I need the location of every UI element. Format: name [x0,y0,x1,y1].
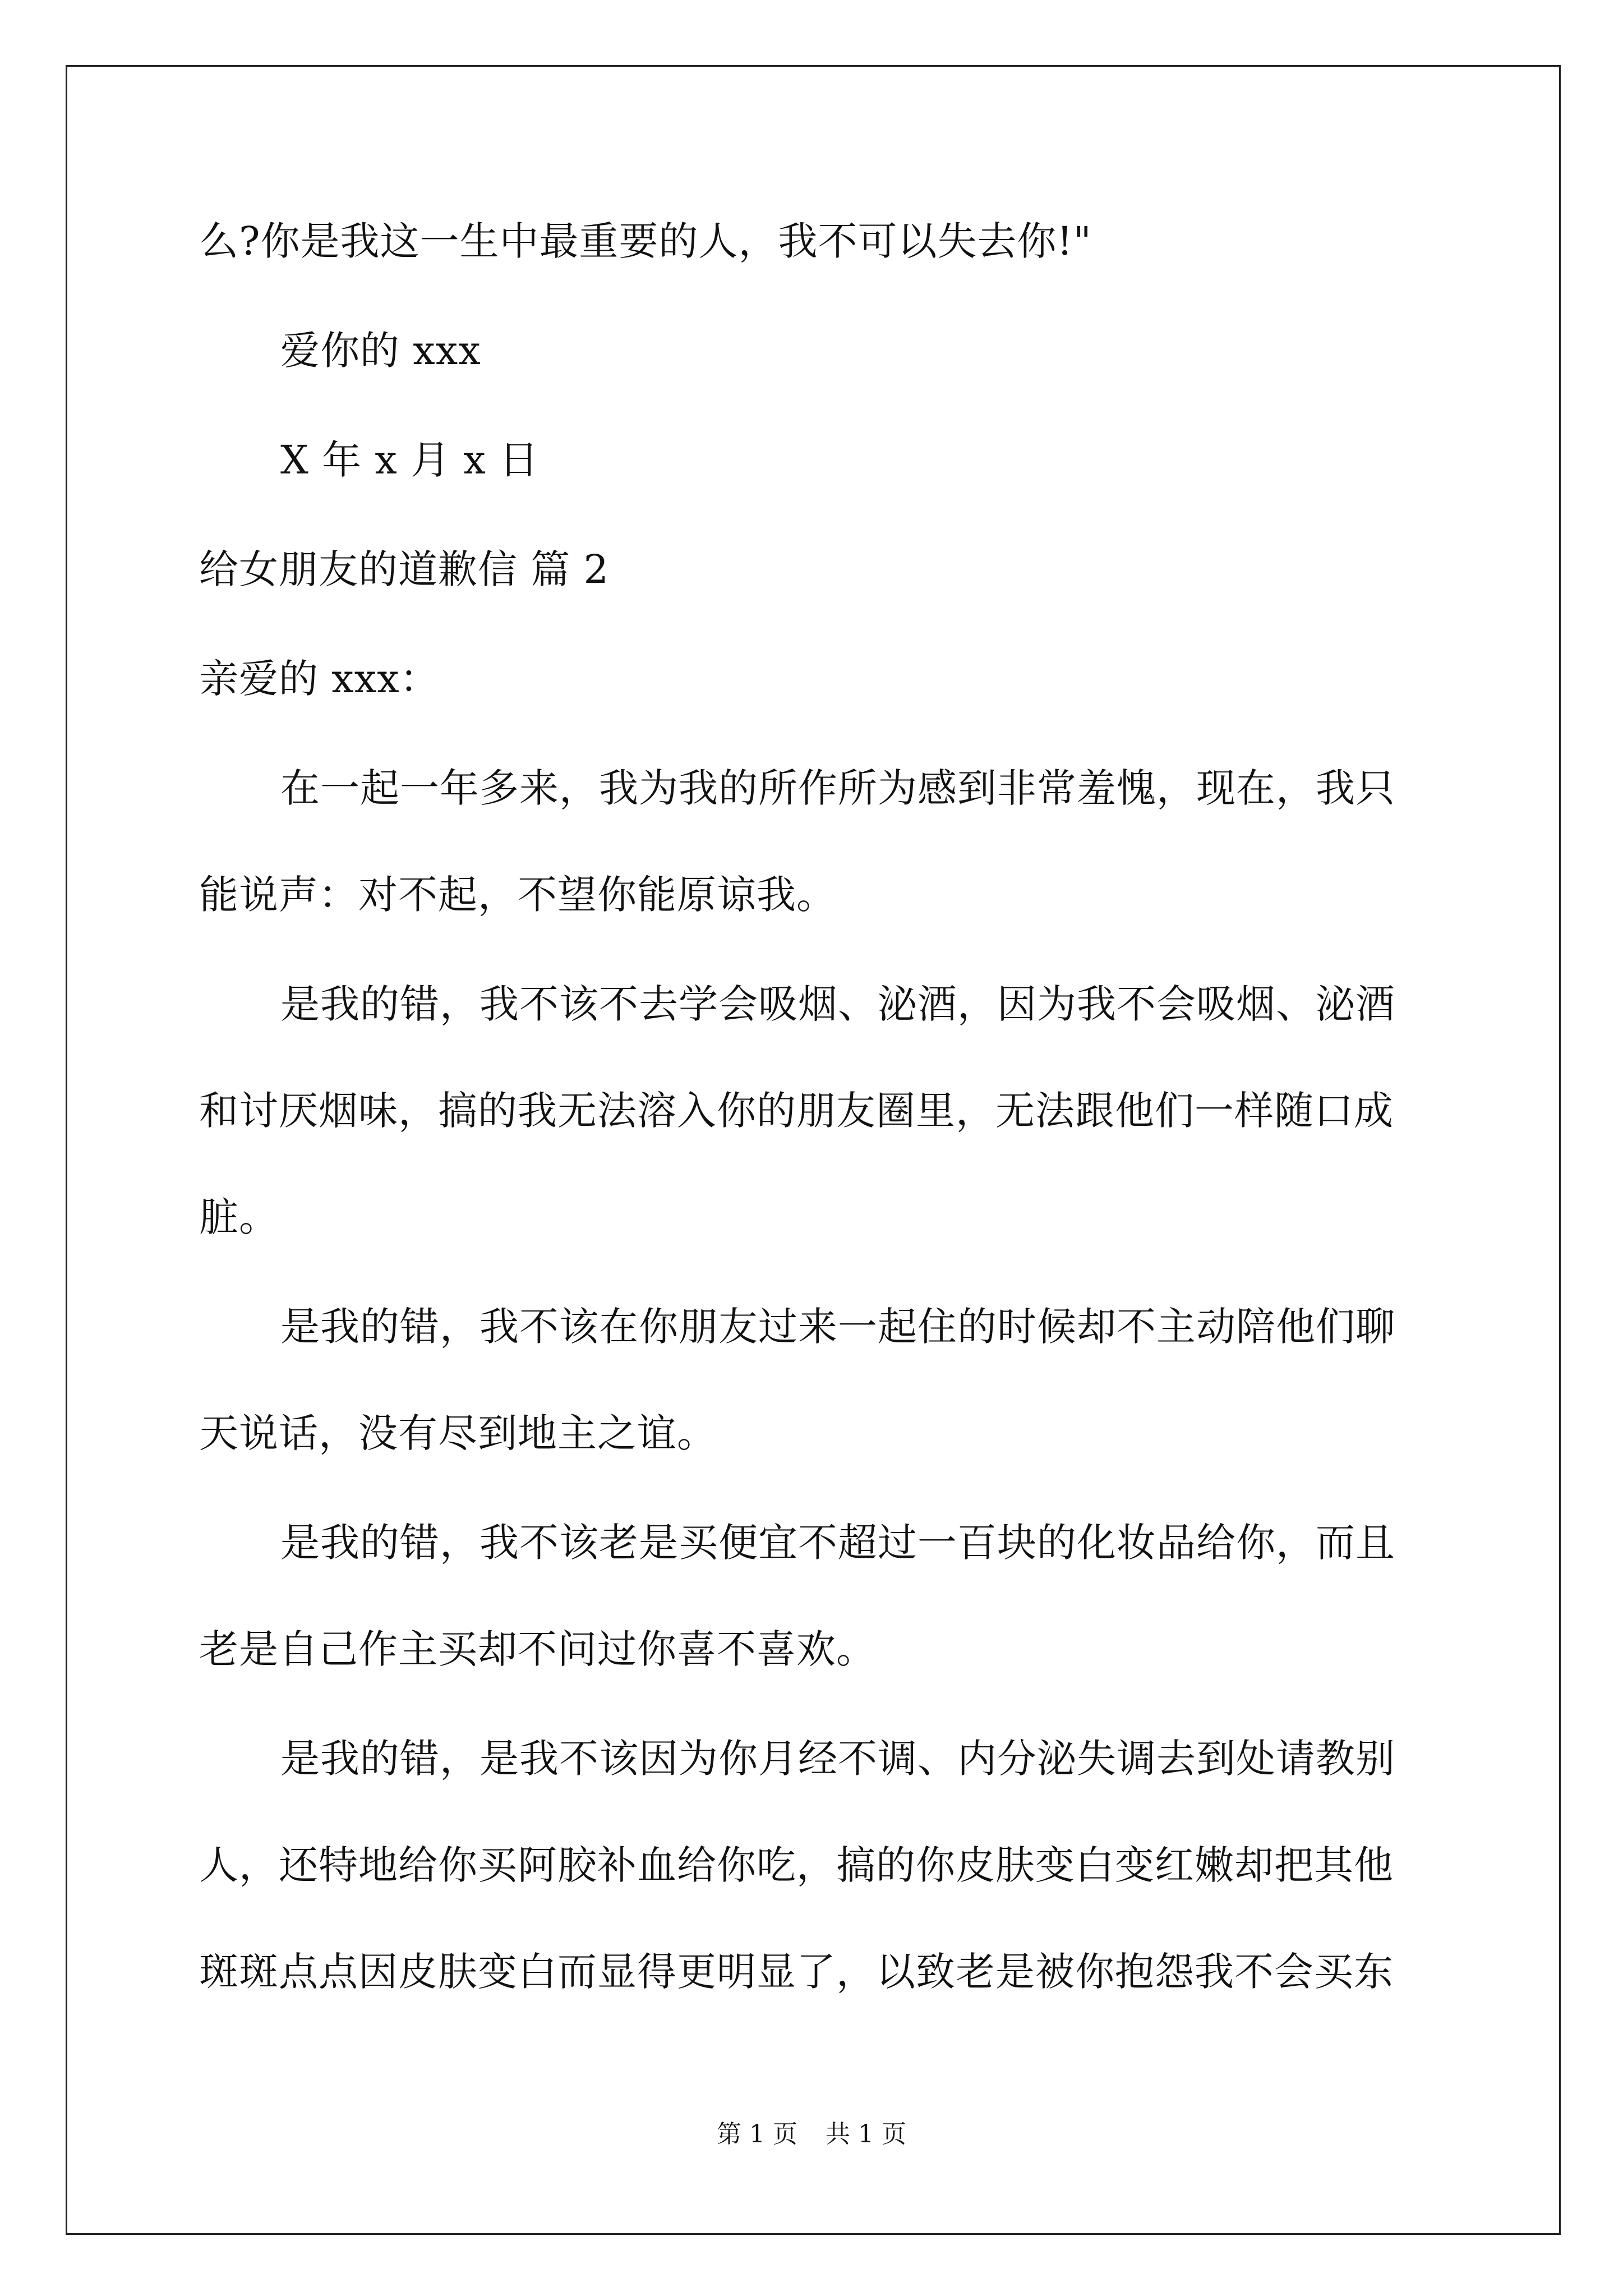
page-border [66,65,1561,2235]
letter-text-line: 是我的错，我不该在你朋友过来一起住的时候却不主动陪他们聊 [280,1304,1395,1350]
letter-title: 给女朋友的道歉信 篇 2 [199,546,610,592]
letter-text-line: 脏。 [199,1194,279,1240]
letter-text-line: 和讨厌烟味，搞的我无法溶入你的朋友圈里，无法跟他们一样随口成 [199,1088,1394,1134]
page-number: 第 1 页 [717,2120,797,2148]
letter-text-line: 在一起一年多来，我为我的所作所为感到非常羞愧，现在，我只 [280,765,1395,811]
letter-date: X 年 x 月 x 日 [280,437,540,483]
page-total: 共 1 页 [826,2120,906,2148]
letter-text-line: 能说声：对不起，不望你能原谅我。 [199,872,836,918]
letter-text-line: 老是自己作主买却不问过你喜不喜欢。 [199,1626,876,1672]
letter-text-line: 是我的错，我不该老是买便宜不超过一百块的化妆品给你，而且 [280,1520,1395,1566]
letter-text-line: 么?你是我这一生中最重要的人，我不可以失去你!" [199,218,1092,264]
letter-text-line: 是我的错，是我不该因为你月经不调、内分泌失调去到处请教别 [280,1736,1395,1782]
letter-salutation: 亲爱的 xxx： [199,656,440,702]
letter-signature: 爱你的 xxx [280,328,481,374]
letter-text-line: 人，还特地给你买阿胶补血给你吃，搞的你皮肤变白变红嫩却把其他 [199,1842,1394,1888]
page-footer [0,2118,1623,2151]
letter-text-line: 天说话，没有尽到地主之谊。 [199,1410,717,1456]
letter-text-line: 是我的错，我不该不去学会吸烟、泌酒，因为我不会吸烟、泌酒 [280,981,1395,1027]
letter-text-line: 斑斑点点因皮肤变白而显得更明显了，以致老是被你抱怨我不会买东 [199,1949,1394,1995]
